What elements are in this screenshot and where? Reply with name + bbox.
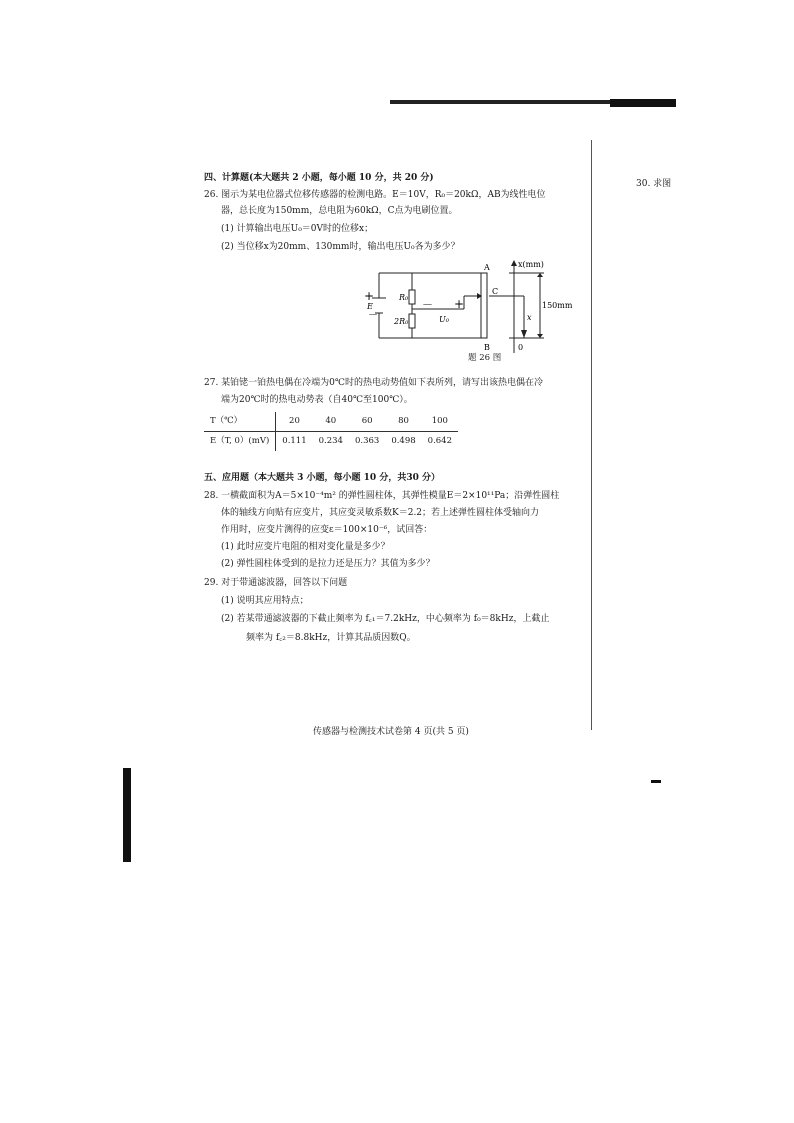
table-header-temp: T（℃） xyxy=(204,412,276,432)
label-R0: R₀ xyxy=(399,293,409,302)
q28-line3: 作用时，应变片测得的应变ε＝100×10⁻⁶，试回答： xyxy=(221,525,433,535)
table-cell: 0.234 xyxy=(318,436,343,446)
side-question: 30. 求图 xyxy=(636,179,672,189)
label-U0: U₀ xyxy=(439,315,449,324)
table-cell: 40 xyxy=(313,412,349,432)
q26-sub1: (1) 计算输出电压U₀＝0V时的位移x； xyxy=(221,224,374,234)
label-2R0: 2R₀ xyxy=(394,317,409,326)
table-cell: 0.363 xyxy=(354,436,380,446)
label-x: x xyxy=(527,313,532,322)
q29-sub2b: 频率为 f꜀₂＝8.8kHz，计算其品质因数Q。 xyxy=(246,633,416,643)
scan-edge-left xyxy=(123,768,131,862)
label-A: A xyxy=(484,263,490,272)
plus-sign-1: + xyxy=(364,289,375,303)
table-cell: 100 xyxy=(422,412,458,432)
table-header-emf: E（T, 0）(mV) xyxy=(204,432,276,452)
section-5-title: 五、应用题（本大题共 3 小题，每小题 10 分，共30 分） xyxy=(204,473,440,483)
scan-mark xyxy=(651,780,661,783)
q28-line2: 体的轴线方向贴有应变片，其应变灵敏系数K＝2.2；若上述弹性圆柱体受轴向力 xyxy=(221,508,540,518)
label-C: C xyxy=(492,287,499,296)
emf-table xyxy=(204,412,458,451)
page-divider xyxy=(591,140,592,730)
circuit-diagram xyxy=(364,258,573,358)
section-4-title: 四、计算题(本大题共 2 小题，每小题 10 分，共 20 分) xyxy=(204,173,434,183)
q27-line2: 端为20℃时的热电动势表（自40℃至100℃）。 xyxy=(221,395,413,405)
table-cell: 0.111 xyxy=(282,436,307,446)
label-E: E xyxy=(367,302,373,311)
table-cell: 0.642 xyxy=(427,436,452,446)
q29-line1: 29. 对于带通滤波器，回答以下问题 xyxy=(204,578,348,588)
table-cell: 20 xyxy=(276,412,313,432)
page-footer: 传感器与检测技术试卷第 4 页(共 5 页) xyxy=(313,727,469,737)
q27-line1: 27. 某铂铑一铂热电偶在冷端为0℃时的热电动势值如下表所列，请写出该热电偶在冷 xyxy=(204,378,543,388)
table-cell: 80 xyxy=(385,412,421,432)
table-cell: 0.498 xyxy=(391,436,416,446)
q28-sub2: (2) 弹性圆柱体受到的是拉力还是压力？其值为多少？ xyxy=(221,559,435,569)
q26-line1: 26. 图示为某电位器式位移传感器的检测电路。E＝10V，R₀＝20kΩ，AB为线性电位 xyxy=(204,190,546,200)
figure-caption: 题 26 图 xyxy=(468,353,502,363)
q28-sub1: (1) 此时应变片电阻的相对变化量是多少？ xyxy=(221,542,390,552)
q29-sub2a: (2) 若某带通滤波器的下截止频率为 f꜀₁＝7.2kHz，中心频率为 f₀＝8kHz，上截止 xyxy=(221,614,550,624)
q26-line2: 器，总长度为150mm，总电阻为60kΩ，C点为电刷位置。 xyxy=(221,206,458,216)
scan-edge-top-dark xyxy=(610,99,676,107)
minus-sign-2: － xyxy=(422,298,433,311)
minus-sign-1: － xyxy=(368,310,378,321)
label-150mm: 150mm xyxy=(542,301,573,310)
label-zero: 0 xyxy=(518,343,524,352)
label-x-axis: x(mm) xyxy=(518,260,544,269)
q28-line1: 28. 一横截面积为A＝5×10⁻⁴m² 的弹性圆柱体，其弹性模量E＝2×10¹¹Pa；沿弹性圆柱 xyxy=(204,491,560,501)
label-B: B xyxy=(484,343,490,352)
q29-sub1: (1) 说明其应用特点； xyxy=(221,596,309,606)
table-cell: 60 xyxy=(349,412,385,432)
plus-sign-2: + xyxy=(454,297,465,311)
q26-sub2: (2) 当位移x为20mm、130mm时，输出电压U₀各为多少？ xyxy=(221,242,460,252)
